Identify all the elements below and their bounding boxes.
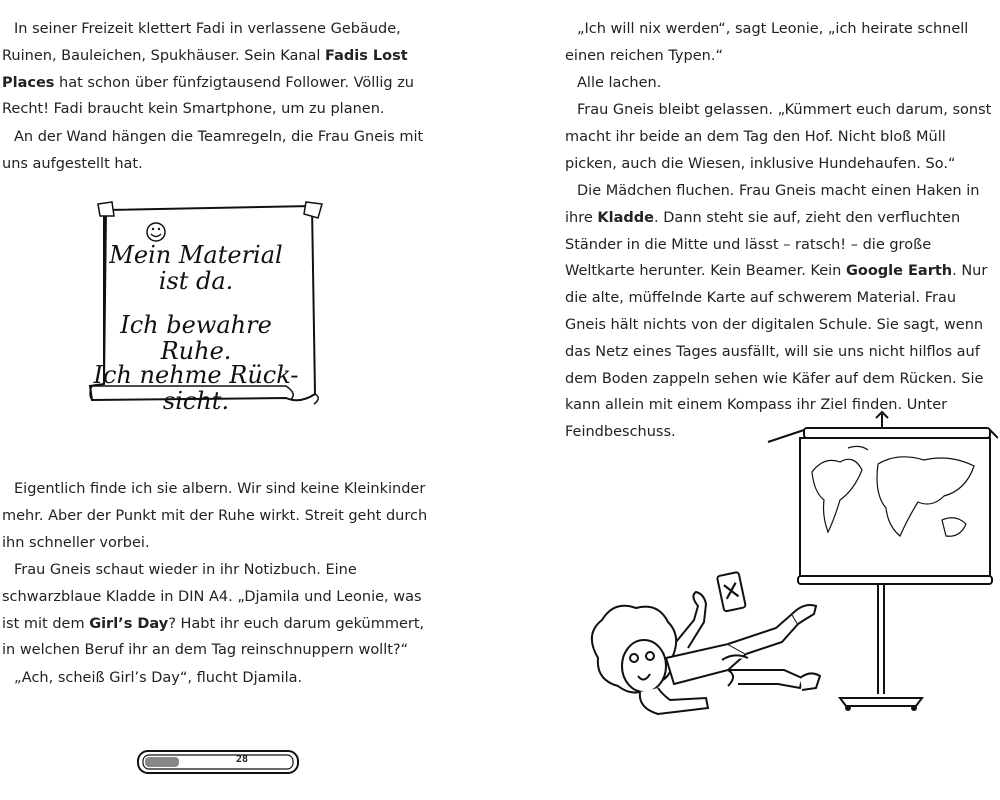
text: ? Habt ihr euch darum gekümmert, in welchen Beruf ihr an dem Tag reinschnuppern wollt?“	[2, 615, 425, 659]
text: Frau Gneis schaut wieder in ihr Notizbuch. Eine schwarzblaue Kladde in DIN A4. „Djamila und Leonie, was ist mit dem	[2, 562, 422, 632]
paragraph-weltkarte	[565, 178, 1000, 446]
paragraph-gelassen: Frau Gneis bleibt gelassen. „Kümmert euch darum, sonst macht ihr beide an dem Tag den Hof. Nicht bloß Müll picken, auch die Wiesen, inklusive Hundehaufen. So.“	[565, 102, 992, 172]
rule-line: sicht.	[162, 387, 230, 415]
text: In seiner Freizeit klettert Fadi in verlassene Gebäude, Ruinen, Bauleichen, Spukhäuser. Sein Kanal	[2, 21, 401, 64]
highlight-google-earth: Google Earth	[845, 263, 953, 280]
page-number-badge	[137, 750, 301, 774]
highlight-kladde: Kladde	[597, 209, 654, 226]
paragraph-fadi	[2, 16, 432, 123]
text: . Dann steht sie auf, zieht den verfluchten Ständer in die Mitte und lässt – ratsch! – die große Weltkarte herunter. Kein Beamer. Kein	[565, 209, 961, 280]
paragraph-albern: Eigentlich finde ich sie albern. Wir sind keine Kleinkinder mehr. Aber der Punkt mit der Ruhe wirkt. Streit geht durch ihn schneller vorbei.	[2, 481, 428, 551]
falling-student	[592, 592, 820, 714]
world-map-icon	[768, 412, 998, 711]
rule-line: Mein Material	[109, 241, 283, 269]
right-page	[500, 0, 1000, 800]
illustration-map-stand	[578, 408, 998, 738]
paragraph-leonie: „Ich will nix werden“, sagt Leonie, „ich heirate schnell einen reichen Typen.“	[565, 21, 969, 64]
paragraph-teamregeln: An der Wand hängen die Teamregeln, die Frau Gneis mit uns aufgestellt hat.	[2, 129, 424, 172]
team-rules-poster	[86, 198, 326, 414]
rule-line: Ich bewahre Ruhe.	[120, 311, 272, 365]
paragraph-djamila: „Ach, scheiß Girl’s Day“, flucht Djamila.	[14, 670, 303, 686]
paragraph-notizbuch	[2, 557, 432, 664]
phone-icon	[717, 572, 746, 612]
rule-line: Ich nehme Rück-	[93, 361, 299, 389]
rule-line: ist da.	[158, 267, 234, 295]
text: . Nur die alte, müffelnde Karte auf schwerem Material. Frau Gneis hält nichts von der digitalen Schule. Sie sagt, wenn das Netz eines Tages ausfällt, will sie uns nicht hilflos auf dem Boden zappeln sehen wie Käfer auf dem Rücken. Sie kann allein mit einem Kompass ihr Ziel finden. Unter Feindbeschuss.	[565, 263, 988, 441]
text: hat schon über fünfzigtausend Follower. Völlig zu Recht! Fadi braucht kein Smartphone, um zu planen.	[2, 74, 414, 118]
page-number: 28	[235, 754, 249, 765]
paragraph-lachen: Alle lachen.	[577, 75, 662, 91]
highlight-channel-name: Fadis Lost Places	[2, 47, 408, 91]
highlight-girls-day: Girl’s Day	[89, 615, 169, 632]
text: Die Mädchen fluchen. Frau Gneis macht einen Haken in ihre	[565, 183, 980, 226]
